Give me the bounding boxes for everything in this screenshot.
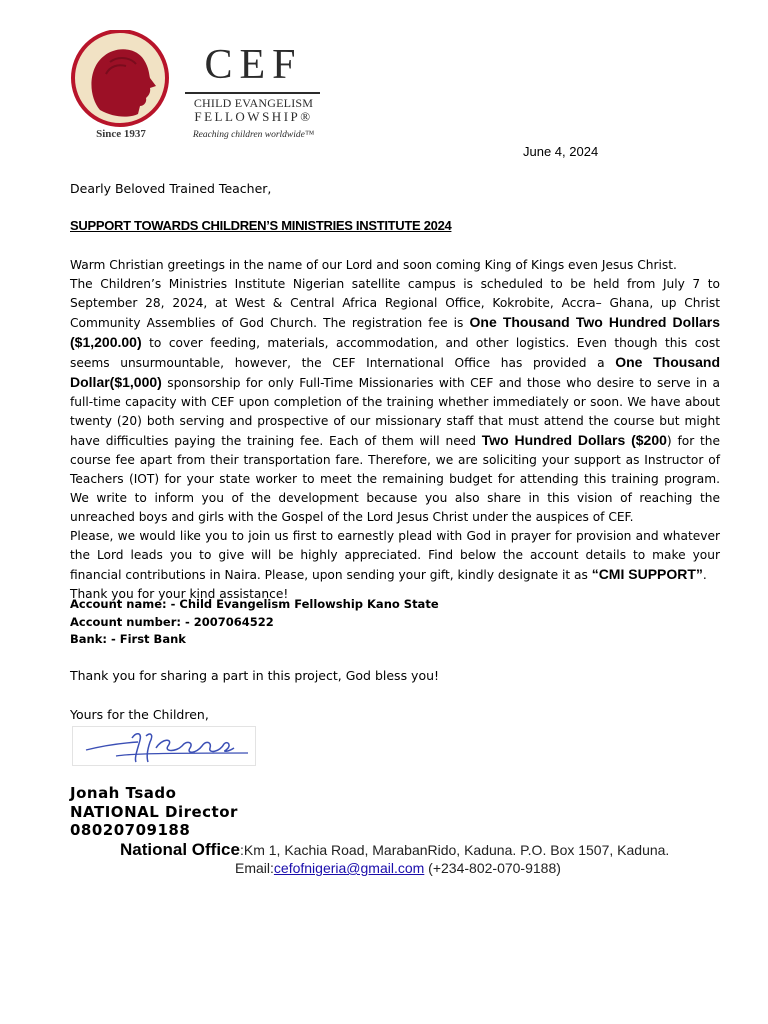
signatory-title: NATIONAL Director [70, 803, 238, 821]
logo-name-line1: CHILD EVANGELISM [193, 96, 314, 110]
letter-date: June 4, 2024 [523, 144, 599, 159]
registration-fee: One Thousand Two Hundred Dollars ($1,200.00) [70, 314, 720, 350]
account-name: Account name: - Child Evangelism Fellowship Kano State [70, 597, 439, 611]
signature-image [72, 726, 256, 766]
logo-tagline: Reaching children worldwide™ [192, 130, 315, 140]
email-link[interactable]: cefofnigeria@gmail.com [273, 860, 425, 876]
contact-phone: (+234-802-070-9188) [424, 860, 561, 876]
contact-line [235, 860, 561, 876]
office-label: National Office [120, 840, 240, 859]
signatory-phone: 08020709188 [70, 821, 191, 839]
gift-designation: “CMI SUPPORT” [591, 566, 703, 582]
email-label: Email: [235, 860, 274, 876]
thanks-assistance: Thank you for your kind assistance! [70, 587, 289, 601]
logo-divider [185, 92, 320, 94]
greeting-paragraph: Warm Christian greetings in the name of our Lord and soon coming King of Kings even Jesus Christ. [70, 258, 677, 272]
sponsorship-amount: One Thousand Dollar($1,000) [70, 354, 721, 390]
closing-line: Yours for the Children, [70, 707, 209, 722]
letter-body [70, 256, 720, 604]
cef-logo [70, 30, 322, 145]
account-number: Account number: - 2007064522 [70, 615, 274, 629]
account-bank: Bank: - First Bank [70, 632, 186, 646]
letter-subject: SUPPORT TOWARDS CHILDREN’S MINISTRIES INSTITUTE 2024 [70, 218, 452, 233]
salutation: Dearly Beloved Trained Teacher, [70, 181, 272, 196]
logo-name-line2: FELLOWSHIP® [194, 109, 313, 124]
details-paragraph: The Children’s Ministries Institute Nigerian satellite campus is scheduled to be held from July 7 to September 28, 2024, at West & Central Africa Regional Office, Kokrobite, Accra– Ghana, up Christ Community Assemblies of God Church. The registration fee is One Thousand Two Hundred Dollars ($1,200.00) to cover feeding, materials, accommodation, and other logistics. Even though this cost seems unsurmountable, however, the CEF International Office has provided a One Thousand Dollar($1,000) sponsorship for only Full-Time Missionaries with CEF and those who desire to serve in a full-time capacity with CEF upon completion of the training whether immediately or soon. We have about twenty (20) both serving and prospective of our missionary staff that must attend the course but might have difficulties paying the training fee. Each of them will need Two Hundred Dollars ($200) for the course fee apart from their transportation fare. Therefore, we are soliciting your support as Instructor of Teachers (IOT) for your state worker to meet the remaining budget for attending this training program. We write to inform you of the development because you also share in this vision of reaching the unreached boys and girls with the Gospel of the Lord Jesus Christ under the auspices of CEF. [70, 277, 721, 524]
request-paragraph: Please, we would like you to join us first to earnestly plead with God in prayer for provision and whatever the Lord leads you to give will be highly appreciated. Find below the account details to make your financial contributions in Naira. Please, upon sending your gift, kindly designate it as “CMI SUPPORT”. [70, 529, 720, 582]
office-address: :Km 1, Kachia Road, MarabanRido, Kaduna. P.O. Box 1507, Kaduna. [239, 842, 670, 858]
office-address-line [120, 840, 669, 860]
per-person-fee: Two Hundred Dollars ($200 [481, 432, 667, 448]
thanks-line: Thank you for sharing a part in this project, God bless you! [70, 668, 440, 683]
logo-since-text: Since 1937 [96, 128, 146, 140]
logo-wordmark: CEF [204, 42, 303, 88]
signatory-name: Jonah Tsado [70, 784, 177, 802]
